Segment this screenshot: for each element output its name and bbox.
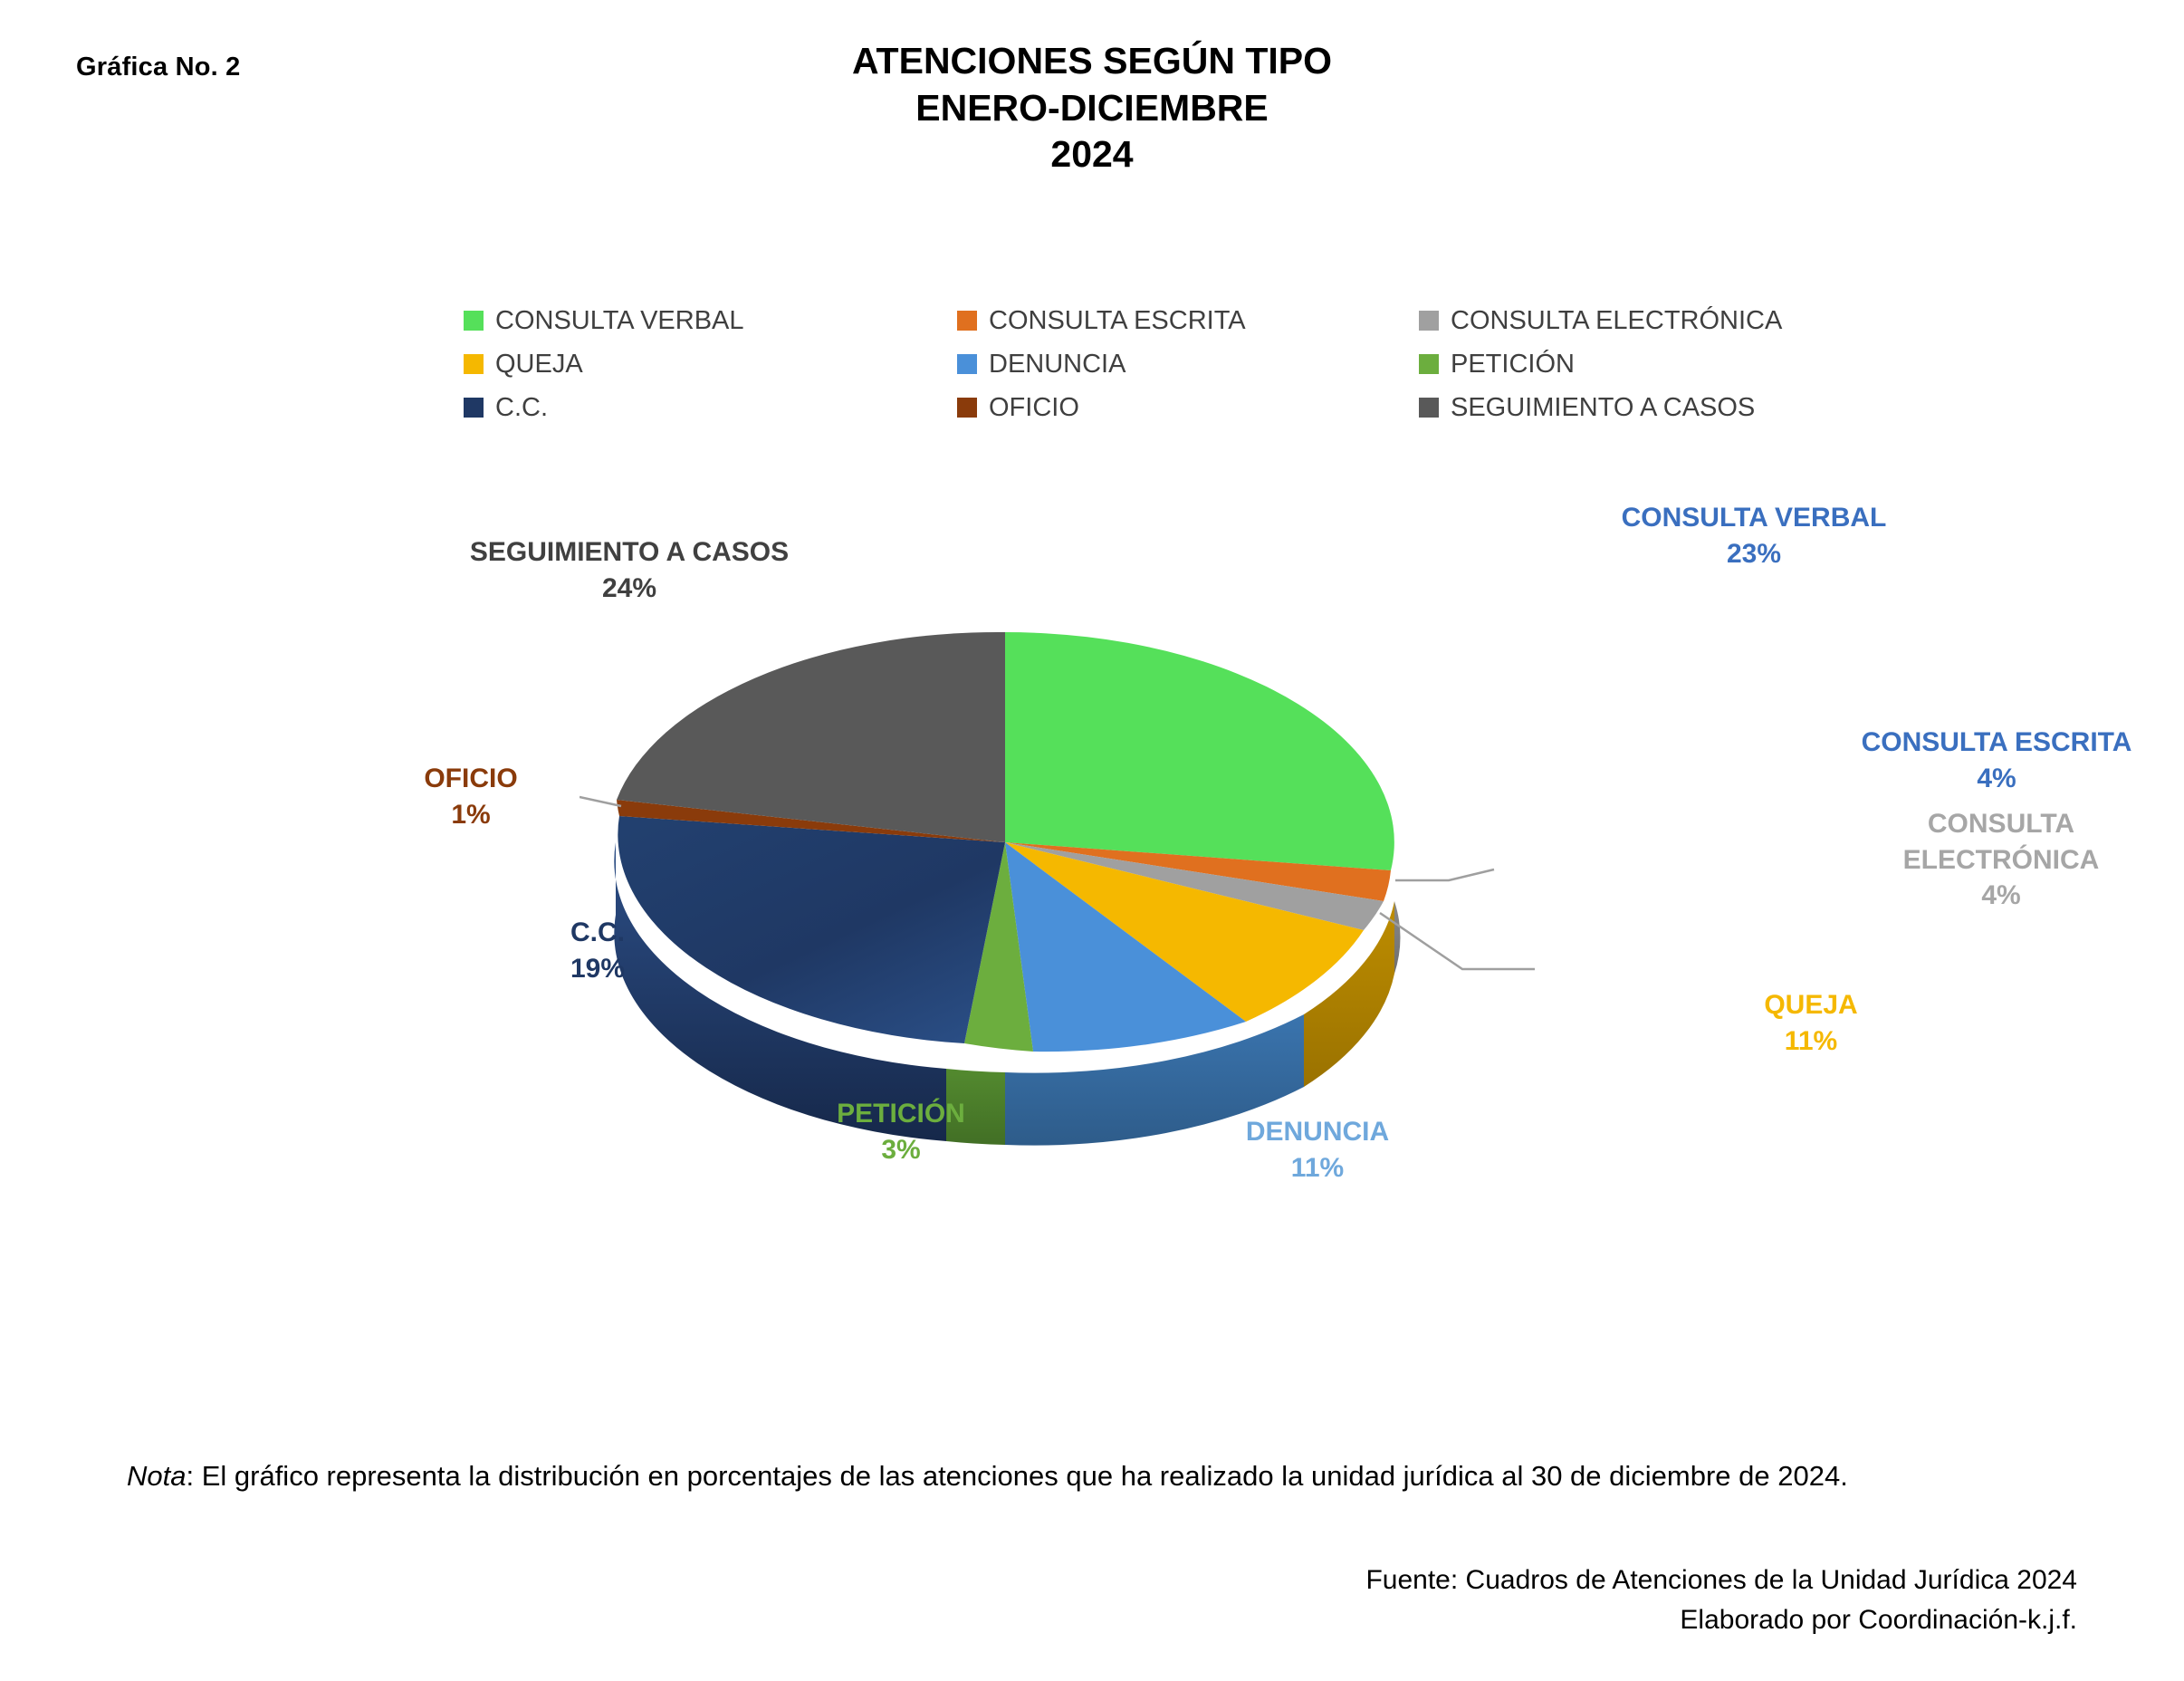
callout-denuncia [1159,1114,1476,1186]
chart-legend [464,299,1849,429]
legend-swatch-icon [957,398,977,418]
callout-oficio [335,761,607,832]
legend-label: QUEJA [495,349,583,379]
callout-name-line-1: CONSULTA [1927,809,2075,839]
callout-consulta-escrita [1802,725,2184,796]
leader-line-consulta-electronica [1380,913,1535,969]
legend-label: PETICIÓN [1451,349,1575,379]
callout-consulta-electronica [1820,806,2182,914]
callout-consulta-verbal [1550,500,1958,572]
title-line-2: ENERO-DICIEMBRE [915,86,1269,129]
callout-value: 11% [1290,1152,1345,1183]
legend-label: C.C. [495,392,548,422]
note-emphasis: Nota [127,1460,187,1492]
legend-swatch-icon [464,398,484,418]
chart-note [127,1456,2074,1497]
legend-item-oficio[interactable] [957,393,1419,423]
note-text: : El gráfico representa la distribución en porcentajes de las atenciones que ha realizado la unidad jurídica al 30 de diciembre de 2024. [186,1460,1848,1492]
legend-swatch-icon [1419,398,1439,418]
callout-name: CONSULTA ESCRITA [1861,727,2132,757]
legend-swatch-icon [464,354,484,374]
chart-source [1365,1561,2077,1639]
legend-item-denuncia[interactable] [957,350,1419,379]
legend-swatch-icon [1419,311,1439,331]
callout-name: DENUNCIA [1245,1117,1390,1147]
legend-item-consulta-verbal[interactable] [464,306,957,336]
source-line-2: Elaborado por Coordinación-k.j.f. [1680,1604,2077,1635]
callout-value: 3% [881,1134,921,1165]
legend-item-peticion[interactable] [1419,350,1849,379]
chart-plot-area [0,503,2184,1413]
figure-label: Gráfica No. 2 [76,53,241,82]
callout-value: 23% [1726,538,1782,569]
callout-peticion [752,1096,1050,1167]
pie-slice-consulta-verbal[interactable] [1005,632,1394,870]
callout-name: PETICIÓN [837,1099,965,1129]
legend-item-cc[interactable] [464,393,957,423]
callout-name: OFICIO [424,764,518,793]
callout-value: 1% [451,799,491,830]
title-line-1: ATENCIONES SEGÚN TIPO [851,40,1333,82]
callout-value: 4% [1981,880,2021,911]
legend-swatch-icon [957,311,977,331]
callout-name-line-2: ELECTRÓNICA [1902,844,2100,875]
legend-swatch-icon [957,354,977,374]
callout-cc [480,915,715,986]
legend-item-consulta-electronica[interactable] [1419,306,1849,336]
callout-value: 24% [601,572,657,603]
legend-label: CONSULTA VERBAL [495,305,744,335]
pie-slice-side-consulta-electronica [1394,901,1400,974]
callout-name: SEGUIMIENTO A CASOS [469,537,790,567]
legend-label: DENUNCIA [989,349,1126,379]
pie-chart-3d[interactable] [580,543,1612,1359]
callout-name: C.C. [570,917,625,947]
callout-name: QUEJA [1764,990,1858,1020]
callout-seguimiento-a-casos [344,534,915,606]
legend-swatch-icon [464,311,484,331]
source-line-1: Fuente: Cuadros de Atenciones de la Unidad Jurídica 2024 [1365,1565,2077,1595]
chart-title [0,38,2184,178]
legend-item-consulta-escrita[interactable] [957,306,1419,336]
legend-item-seguimiento-a-casos[interactable] [1419,393,1849,423]
legend-label: CONSULTA ELECTRÓNICA [1451,305,1783,335]
legend-label: SEGUIMIENTO A CASOS [1451,392,1756,422]
title-line-3: 2024 [1050,133,1134,176]
callout-value: 4% [1977,763,2016,793]
legend-label: CONSULTA ESCRITA [989,305,1246,335]
callout-value: 19% [570,953,626,984]
callout-name: CONSULTA VERBAL [1621,503,1887,533]
legend-label: OFICIO [989,392,1079,422]
callout-queja [1684,987,1938,1059]
leader-line-consulta-escrita [1395,869,1494,880]
legend-swatch-icon [1419,354,1439,374]
callout-value: 11% [1784,1025,1838,1056]
legend-item-queja[interactable] [464,350,957,379]
